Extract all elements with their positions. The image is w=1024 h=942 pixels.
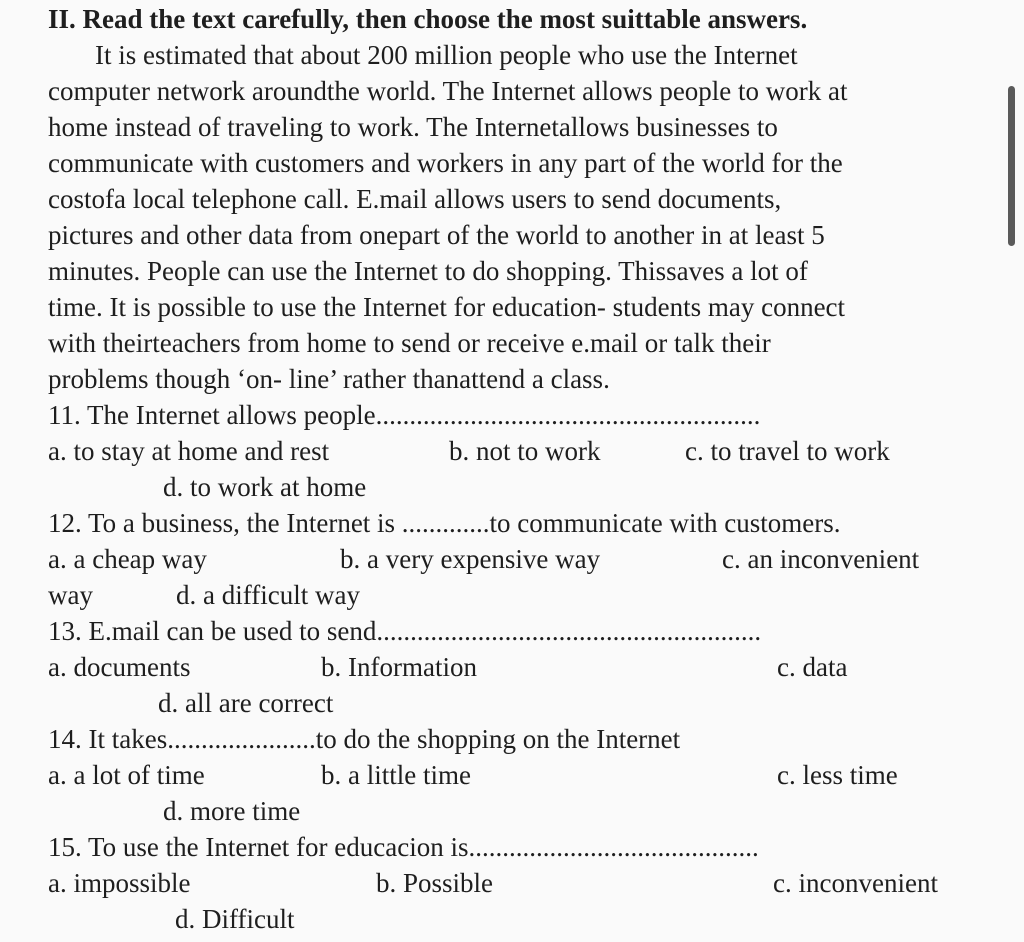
passage-line: with theirteachers from home to send or receive e.mail or talk their xyxy=(48,328,771,358)
option-c[interactable]: c. to travel to work xyxy=(685,436,890,466)
option-d[interactable]: d. more time xyxy=(163,796,301,826)
option-b[interactable]: b. a very expensive way xyxy=(340,544,601,574)
passage-line: It is estimated that about 200 million people who use the Internet xyxy=(95,40,798,70)
passage-line: costofa local telephone call. E.mail allows users to send documents, xyxy=(48,184,782,214)
question-stem: 13. E.mail can be used to send......................................................... xyxy=(48,616,762,646)
question-stem: 12. To a business, the Internet is .............to communicate with customers. xyxy=(48,508,841,538)
option-a[interactable]: a. documents xyxy=(48,652,191,682)
option-b[interactable]: b. a little time xyxy=(321,760,471,790)
option-d[interactable]: d. all are correct xyxy=(158,688,334,718)
passage-line: problems though ‘on- line’ rather thanattend a class. xyxy=(48,364,610,394)
passage-line: home instead of traveling to work. The Internetallows businesses to xyxy=(48,112,778,142)
option-a[interactable]: a. to stay at home and rest xyxy=(48,436,330,466)
option-a[interactable]: a. a cheap way xyxy=(48,544,207,574)
option-d[interactable]: d. Difficult xyxy=(175,904,295,934)
option-b[interactable]: b. not to work xyxy=(449,436,601,466)
option-c[interactable]: c. less time xyxy=(777,760,898,790)
option-c[interactable]: c. inconvenient xyxy=(773,868,938,898)
question-stem: 11. The Internet allows people......................................................... xyxy=(48,400,761,430)
passage-line: minutes. People can use the Internet to do shopping. Thissaves a lot of xyxy=(48,256,808,286)
option-c-continued: way xyxy=(48,580,93,610)
option-b[interactable]: b. Information xyxy=(321,652,477,682)
option-d[interactable]: d. a difficult way xyxy=(176,580,360,610)
passage-line: time. It is possible to use the Internet for education- students may connect xyxy=(48,292,846,322)
section-heading: II. Read the text carefully, then choose the most suittable answers. xyxy=(48,4,808,34)
option-c[interactable]: c. data xyxy=(777,652,848,682)
option-d[interactable]: d. to work at home xyxy=(163,472,367,502)
passage-line: communicate with customers and workers in any part of the world for the xyxy=(48,148,843,178)
option-a[interactable]: a. impossible xyxy=(48,868,191,898)
option-b[interactable]: b. Possible xyxy=(376,868,494,898)
passage-line: pictures and other data from onepart of the world to another in at least 5 xyxy=(48,220,825,250)
passage-line: computer network aroundthe world. The Internet allows people to work at xyxy=(48,76,848,106)
question-stem: 14. It takes......................to do the shopping on the Internet xyxy=(48,724,681,754)
option-a[interactable]: a. a lot of time xyxy=(48,760,205,790)
option-c[interactable]: c. an inconvenient xyxy=(722,544,920,574)
question-stem: 15. To use the Internet for educacion is........................................... xyxy=(48,832,759,862)
vertical-scrollbar[interactable] xyxy=(1008,86,1015,246)
